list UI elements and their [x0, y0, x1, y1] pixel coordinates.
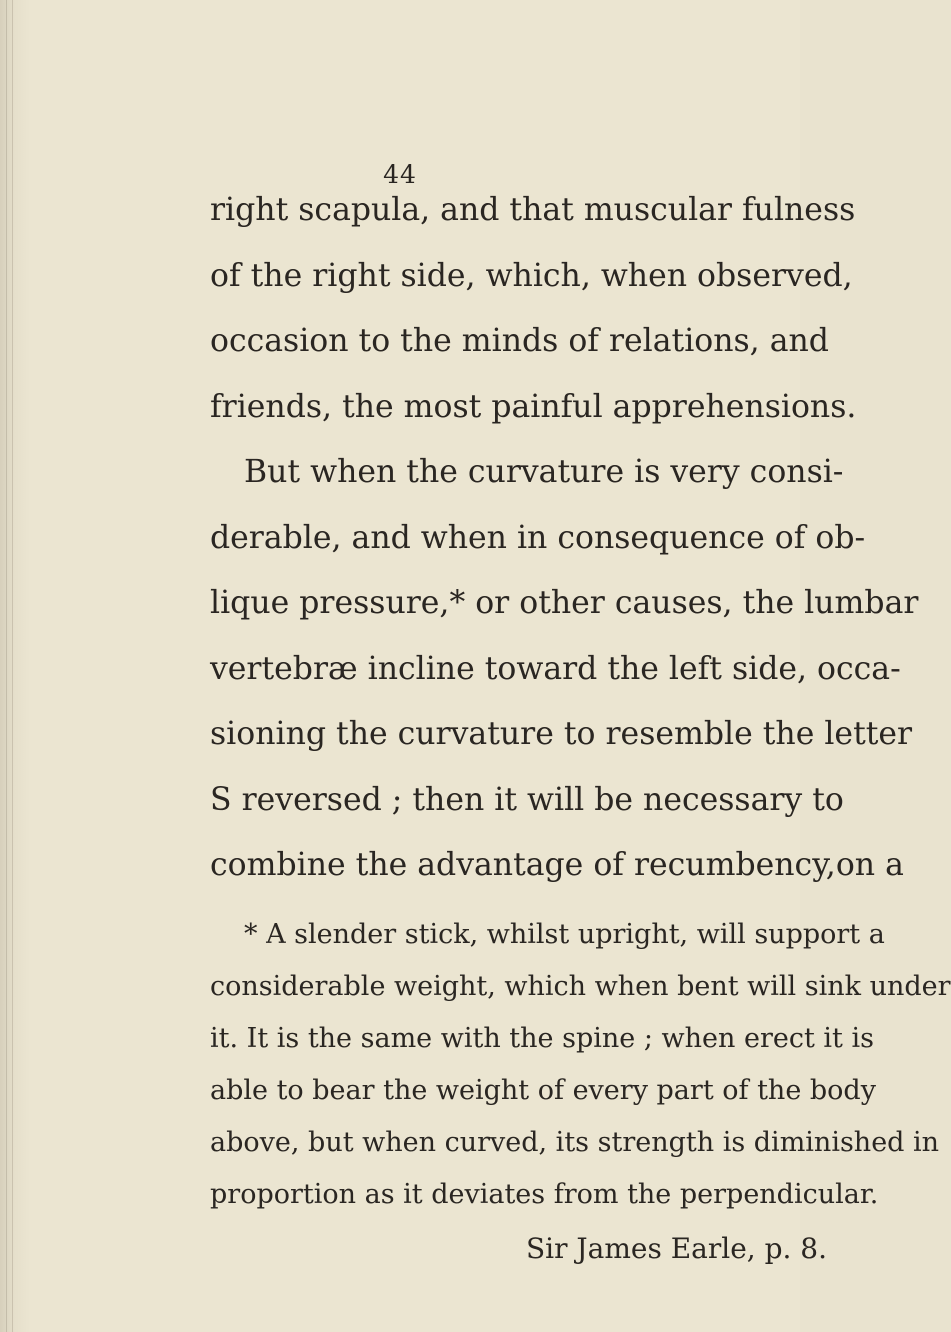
body-text-line: But when the curvature is very consi- — [244, 454, 844, 490]
footnote-line: proportion as it deviates from the perpendicular. — [210, 1179, 879, 1210]
footnote-line: * A slender stick, whilst upright, will support a — [244, 919, 885, 950]
page-edge-line — [6, 0, 7, 1332]
page-number: 44 — [383, 160, 417, 189]
footnote-line: above, but when curved, its strength is diminished in — [210, 1127, 940, 1158]
body-text-line: of the right side, which, when observed, — [210, 258, 853, 294]
body-text-line: combine the advantage of recumbency,on a — [210, 847, 904, 883]
body-text-line: friends, the most painful apprehensions. — [210, 389, 857, 425]
footnote-line: it. It is the same with the spine ; when erect it is — [210, 1023, 874, 1054]
footnote-line: considerable weight, which when bent will sink under — [210, 971, 951, 1002]
body-text-line: S reversed ; then it will be necessary to — [210, 782, 844, 818]
footnote-attribution: Sir James Earle, p. 8. — [526, 1232, 828, 1265]
body-text-line: derable, and when in consequence of ob- — [210, 520, 866, 556]
body-text-line: vertebræ incline toward the left side, occa- — [210, 651, 901, 687]
body-text-line: occasion to the minds of relations, and — [210, 323, 829, 359]
body-text-line: right scapula, and that muscular fulness — [210, 192, 856, 228]
body-text-line: lique pressure,* or other causes, the lumbar — [210, 585, 919, 621]
footnote-line: able to bear the weight of every part of the body — [210, 1075, 876, 1106]
body-text-line: sioning the curvature to resemble the letter — [210, 716, 913, 752]
page-edge-line — [12, 0, 13, 1332]
